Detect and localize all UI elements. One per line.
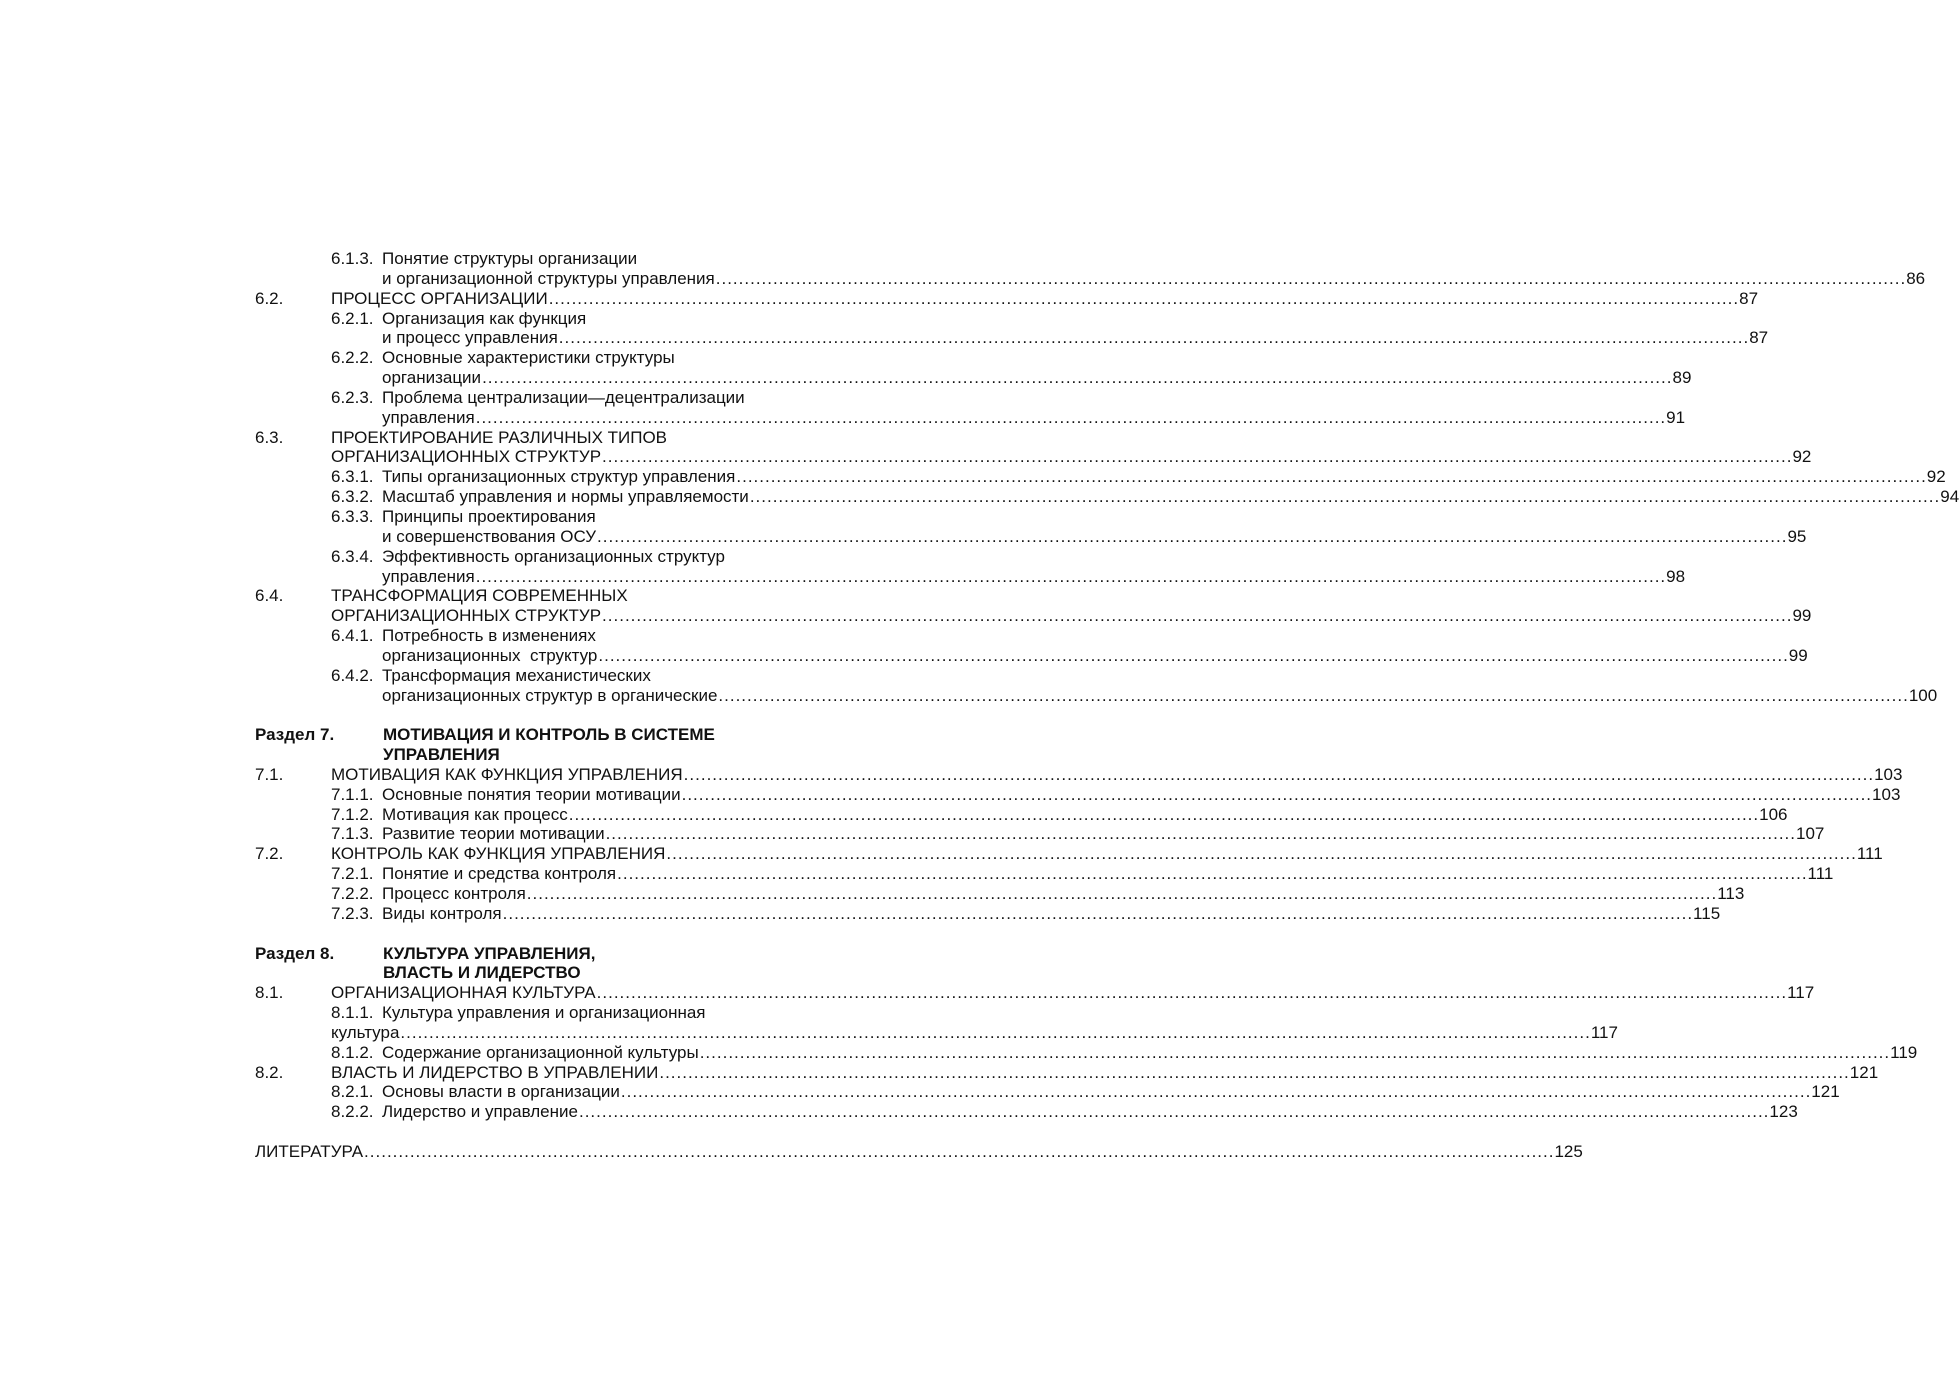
entry-title: управления (382, 407, 475, 427)
page-number: 98 (1666, 566, 1686, 586)
toc-entry-6-3-cont (255, 447, 1812, 467)
toc-entry-6-2-2-cont (255, 368, 1692, 388)
page-number: 113 (1717, 884, 1745, 903)
entry-title: ТРАНСФОРМАЦИЯ СОВРЕМЕННЫХ (331, 586, 628, 606)
section-title: УПРАВЛЕНИЯ (383, 745, 500, 765)
page-number: 103 (1872, 784, 1901, 804)
toc-entry-6-2-2 (255, 348, 820, 368)
toc-entry-7-2-1 (255, 864, 1834, 884)
entry-number: 7.2. (255, 844, 284, 864)
page-number: 87 (1749, 328, 1769, 348)
entry-title: Типы организационных структур управления (382, 467, 736, 487)
page-number: 123 (1769, 1102, 1798, 1122)
entry-title: ПРОЦЕСС ОРГАНИЗАЦИИ (331, 288, 548, 308)
entry-number: 6.3.1. (331, 467, 374, 487)
entry-title: Потребность в изменениях (382, 626, 596, 646)
entry-title: Понятие и средства контроля (382, 864, 617, 884)
entry-title: Понятие структуры организации (382, 249, 638, 268)
toc-entry-7-2-2 (255, 884, 1745, 904)
page-number: 95 (1787, 526, 1807, 546)
dot-leader (548, 289, 1739, 309)
dot-leader (596, 983, 1787, 1003)
dot-leader (601, 447, 1792, 467)
page-number: 86 (1906, 268, 1926, 288)
toc-entry-8-1-1 (255, 1003, 820, 1023)
entry-title: Эффективность организационных структур (382, 546, 725, 566)
toc-entry-6-4-2 (255, 666, 820, 686)
toc-entry-7-2 (255, 844, 1883, 864)
section-number: Раздел 7. (255, 725, 335, 745)
entry-number: 6.1.3. (331, 249, 374, 268)
page-number: 94 (1940, 487, 1959, 507)
entry-title: организации (382, 368, 482, 388)
entry-number: 7.2.3. (331, 903, 374, 923)
toc-entry-6-3-4-cont (255, 566, 1686, 587)
entry-number: 6.2.2. (331, 348, 374, 368)
dot-leader (735, 467, 1926, 487)
entry-number: 6.4. (255, 586, 284, 606)
entry-title: ОРГАНИЗАЦИОННЫХ СТРУКТУР (331, 606, 602, 626)
section-title: ВЛАСТЬ И ЛИДЕРСТВО (383, 963, 581, 983)
toc-entry-6-3-3 (255, 507, 820, 527)
entry-number: 6.3. (255, 427, 284, 447)
toc-entry-6-2-3 (255, 388, 820, 408)
page-number: 119 (1890, 1042, 1918, 1062)
entry-number: 8.2.2. (331, 1102, 374, 1122)
section-title: КУЛЬТУРА УПРАВЛЕНИЯ, (383, 943, 596, 963)
dot-leader (681, 785, 1872, 805)
toc-entry-7-2-3 (255, 903, 1721, 924)
toc-entry-6-1-3-cont (255, 268, 1926, 289)
section-number: Раздел 8. (255, 943, 335, 963)
toc-entry-6-4 (255, 586, 820, 606)
dot-leader (749, 487, 1940, 507)
page-number: 106 (1759, 804, 1788, 824)
toc-entry-6-2-3-cont (255, 407, 1686, 428)
entry-number: 6.3.3. (331, 506, 374, 526)
entry-number: 8.2. (255, 1062, 284, 1082)
entry-title: ЛИТЕРАТУРА (255, 1141, 364, 1161)
entry-title: Проблема централизации—децентрализации (382, 387, 745, 407)
page-number: 92 (1926, 467, 1946, 487)
toc-entry-7-1-3 (255, 824, 1825, 844)
page-number: 91 (1666, 407, 1686, 427)
page-number: 103 (1874, 764, 1903, 784)
entry-number: 6.2.1. (331, 308, 374, 328)
dot-leader (578, 1102, 1769, 1122)
entry-title: Лидерство и управление (382, 1102, 578, 1122)
toc-entry-6-4-cont (255, 606, 1812, 626)
toc-entry-6-4-1-cont (255, 645, 1808, 666)
entry-title: Виды контроля (382, 903, 502, 923)
entry-title: Культура управления и организационная (382, 1003, 706, 1023)
entry-number: 6.4.1. (331, 626, 374, 646)
page-number: 125 (1554, 1141, 1583, 1161)
table-of-contents (255, 249, 1959, 1162)
toc-entry-6-3 (255, 428, 820, 448)
dot-leader (683, 765, 1874, 785)
toc-entry-7-1-2 (255, 804, 1788, 825)
dot-leader (597, 646, 1788, 666)
entry-title: Процесс контроля (382, 884, 526, 903)
page-number: 100 (1908, 685, 1938, 705)
entry-title: Мотивация как процесс (382, 804, 568, 824)
entry-title: Масштаб управления и нормы управляемости (382, 487, 749, 507)
entry-number: 7.1. (255, 764, 284, 784)
entry-title: Развитие теории мотивации (382, 824, 605, 844)
toc-section-8 (255, 944, 820, 964)
toc-entry-6-3-3-cont (255, 526, 1807, 547)
dot-leader (526, 884, 1717, 904)
entry-title: ОРГАНИЗАЦИОННЫХ СТРУКТУР (331, 447, 602, 467)
entry-title: КОНТРОЛЬ КАК ФУНКЦИЯ УПРАВЛЕНИЯ (331, 844, 666, 864)
toc-entry-8-2 (255, 1062, 1879, 1083)
toc-section-7 (255, 725, 820, 745)
page-number: 92 (1792, 447, 1812, 467)
toc-section-7-cont (255, 745, 820, 765)
dot-leader (717, 686, 1908, 706)
toc-entry-6-2 (255, 288, 1759, 309)
dot-leader (620, 1082, 1811, 1102)
page-number: 117 (1787, 983, 1815, 1003)
page-number: 87 (1739, 288, 1759, 308)
page-number: 121 (1849, 1062, 1879, 1082)
toc-entry-6-2-1 (255, 309, 820, 329)
dot-leader (475, 567, 1666, 587)
entry-title: и совершенствования ОСУ (382, 526, 597, 546)
toc-entry-6-1-3 (255, 249, 820, 269)
entry-title: Основные характеристики структуры (382, 348, 675, 368)
dot-leader (699, 1043, 1890, 1063)
page-number: 99 (1792, 606, 1812, 626)
entry-title: ВЛАСТЬ И ЛИДЕРСТВО В УПРАВЛЕНИИ (331, 1062, 659, 1082)
dot-leader (363, 1142, 1554, 1162)
page-number: 111 (1807, 864, 1834, 884)
toc-entry-7-1 (255, 764, 1903, 785)
toc-entry-6-3-2 (255, 487, 1959, 507)
entry-number: 8.2.1. (331, 1082, 374, 1102)
entry-number: 6.3.2. (331, 487, 374, 507)
page-number: 107 (1796, 824, 1825, 844)
entry-title: ОРГАНИЗАЦИОННАЯ КУЛЬТУРА (331, 983, 596, 1003)
page-number: 111 (1856, 844, 1883, 864)
toc-entry-8-2-2 (255, 1102, 1798, 1122)
toc-entry-literature (255, 1141, 1583, 1162)
dot-leader (658, 1063, 1849, 1083)
toc-entry-8-2-1 (255, 1082, 1840, 1102)
entry-number: 6.2.3. (331, 387, 374, 407)
entry-title: Принципы проектирования (382, 506, 596, 526)
entry-title: культура (331, 1022, 400, 1042)
entry-title: и процесс управления (382, 328, 558, 348)
toc-entry-6-4-1 (255, 626, 820, 646)
entry-title: Трансформация механистических (382, 665, 651, 685)
toc-section-8-cont (255, 963, 820, 983)
entry-number: 7.1.1. (331, 784, 374, 804)
entry-number: 8.1.2. (331, 1042, 374, 1062)
entry-title: Организация как функция (382, 308, 587, 328)
entry-title: организационных структур (382, 645, 598, 665)
page-number: 115 (1693, 903, 1721, 923)
entry-number: 8.1.1. (331, 1003, 374, 1023)
dot-leader (596, 527, 1787, 547)
section-gap (255, 924, 820, 944)
dot-leader (601, 606, 1792, 626)
section-gap (255, 1122, 820, 1142)
entry-title: Основы власти в организации (382, 1082, 620, 1102)
entry-number: 7.1.3. (331, 824, 374, 844)
toc-entry-6-2-1-cont (255, 328, 1769, 348)
entry-title: организационных структур в органические (382, 685, 718, 705)
page-number: 121 (1811, 1082, 1840, 1102)
dot-leader (475, 408, 1666, 428)
dot-leader (481, 368, 1672, 388)
toc-entry-6-3-1 (255, 467, 1946, 487)
toc-entry-6-3-4 (255, 547, 820, 567)
dot-leader (715, 269, 1906, 289)
entry-number: 6.4.2. (331, 665, 374, 685)
dot-leader (665, 844, 1856, 864)
entry-number: 7.2.2. (331, 884, 374, 903)
dot-leader (558, 328, 1749, 348)
dot-leader (605, 824, 1796, 844)
page-number: 99 (1788, 645, 1808, 665)
entry-number: 6.3.4. (331, 546, 374, 566)
section-gap (255, 705, 820, 725)
entry-title: управления (382, 566, 475, 586)
entry-title: Содержание организационной культуры (382, 1042, 699, 1062)
entry-number: 8.1. (255, 983, 284, 1003)
entry-title: МОТИВАЦИЯ КАК ФУНКЦИЯ УПРАВЛЕНИЯ (331, 764, 683, 784)
toc-entry-6-4-2-cont (255, 685, 1938, 706)
page-number: 117 (1590, 1022, 1618, 1042)
entry-number: 7.2.1. (331, 864, 374, 884)
entry-number: 6.2. (255, 288, 284, 308)
toc-entry-7-1-1 (255, 784, 1901, 805)
toc-entry-8-1-1-cont (255, 1022, 1618, 1043)
dot-leader (616, 864, 1807, 884)
dot-leader (399, 1023, 1590, 1043)
entry-title: Основные понятия теории мотивации (382, 784, 681, 804)
toc-entry-8-1 (255, 983, 1815, 1003)
toc-entry-8-1-2 (255, 1042, 1918, 1063)
section-title: МОТИВАЦИЯ И КОНТРОЛЬ В СИСТЕМЕ (383, 725, 715, 745)
entry-title: и организационной структуры управления (382, 268, 715, 288)
entry-title: ПРОЕКТИРОВАНИЕ РАЗЛИЧНЫХ ТИПОВ (331, 427, 668, 447)
entry-number: 7.1.2. (331, 804, 374, 824)
dot-leader (502, 904, 1693, 924)
dot-leader (568, 805, 1759, 825)
page-number: 89 (1672, 368, 1692, 388)
